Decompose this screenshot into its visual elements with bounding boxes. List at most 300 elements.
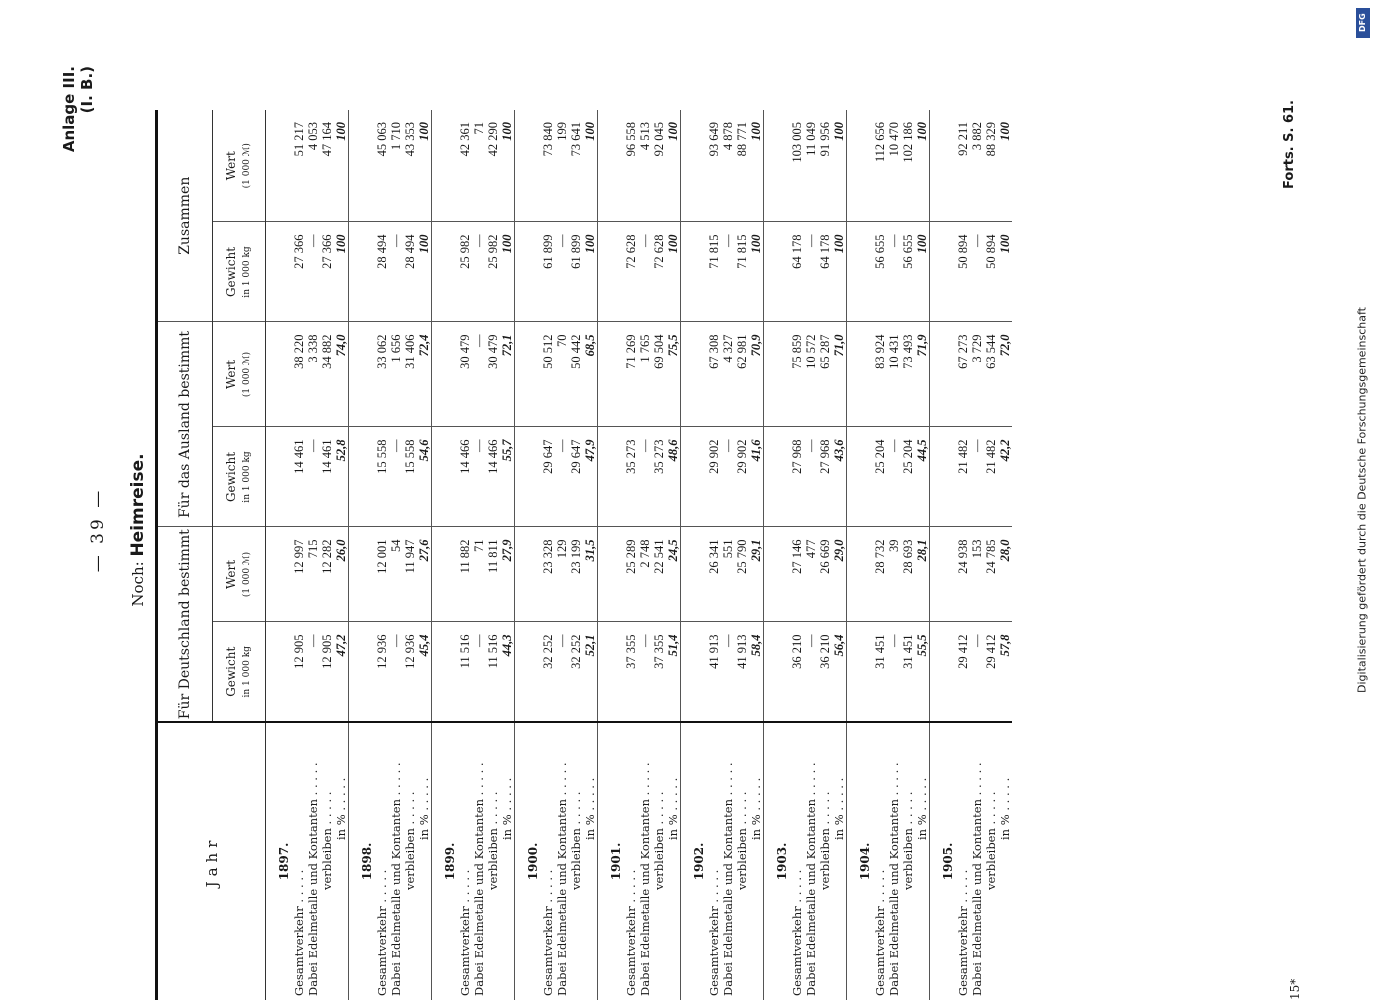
table-cell: 100 <box>998 222 1012 322</box>
table-cell: 43,6 <box>832 427 847 527</box>
row-verbleiben <box>569 110 583 1000</box>
table-cell: 10 470 <box>887 110 901 222</box>
table-cell: 28 494 <box>375 222 389 322</box>
year-label: 1897. <box>277 842 291 881</box>
table-cell: 27 968 <box>790 427 804 527</box>
row-label: Dabei Edelmetalle und Kontanten . . . . . <box>970 762 984 996</box>
heading-title: Heimreise. <box>128 453 148 557</box>
table-cell: 73 641 <box>569 110 583 222</box>
table-cell: 129 <box>555 527 569 622</box>
col-group-zusammen: Zusammen <box>157 110 213 322</box>
year-label: 1901. <box>609 842 623 881</box>
table-cell: 75 859 <box>790 322 804 427</box>
table-cell: 100 <box>832 222 847 322</box>
table-cell: 47,2 <box>334 622 349 722</box>
subhead-gewicht: Gewicht in 1 000 kg <box>213 222 266 322</box>
row-label: Dabei Edelmetalle und Kontanten . . . . . <box>389 762 403 996</box>
table-cell: 10 431 <box>887 322 901 427</box>
table-cell: 73 493 <box>901 322 915 427</box>
table-cell: 14 461 <box>292 427 306 527</box>
row-label: in % . . . . . <box>915 722 930 1000</box>
table-cell: 10 572 <box>804 322 818 427</box>
table-cell: 100 <box>583 222 598 322</box>
row-in-percent <box>749 110 764 1000</box>
table-cell: 48,6 <box>666 427 681 527</box>
table-cell: 64 178 <box>818 222 832 322</box>
row-label: Dabei Edelmetalle und Kontanten . . . . . <box>472 762 486 996</box>
dot-leader: . . . . . <box>458 869 472 907</box>
dot-leader: . . . . . <box>389 762 403 800</box>
row-gesamt <box>375 110 389 1000</box>
row-dabei <box>472 110 486 1000</box>
table-cell: 42 290 <box>486 110 500 222</box>
table-cell: 70,9 <box>749 322 764 427</box>
table-cell: 28 494 <box>403 222 417 322</box>
row-label: in % . . . . . <box>500 722 515 1000</box>
table-cell: — <box>887 622 901 722</box>
table-cell: — <box>721 622 735 722</box>
table-cell: 2 748 <box>638 527 652 622</box>
row-gesamt <box>873 110 887 1000</box>
table-cell: 91 956 <box>818 110 832 222</box>
table-cell: 199 <box>555 110 569 222</box>
table-cell: 31 406 <box>403 322 417 427</box>
table-cell: 100 <box>832 110 847 222</box>
row-dabei <box>804 110 818 1000</box>
table-cell: 50 894 <box>984 222 998 322</box>
table-cell: — <box>970 622 984 722</box>
table-cell: — <box>804 427 818 527</box>
table-cell: 74,0 <box>334 322 349 427</box>
dot-leader: . . . . . <box>790 869 804 907</box>
table-cell: 75,5 <box>666 322 681 427</box>
year-label: 1902. <box>692 842 706 881</box>
table-cell: 15 558 <box>375 427 389 527</box>
footer-signature: 15* <box>1288 978 1302 1000</box>
subhead-gewicht: Gewicht in 1 000 kg <box>213 427 266 527</box>
table-cell: 11 947 <box>403 527 417 622</box>
row-label: in % . . . . . <box>583 722 598 1000</box>
table-cell: 51,4 <box>666 622 681 722</box>
table-cell: 62 981 <box>735 322 749 427</box>
dot-leader: . . . . . <box>472 762 486 800</box>
table-cell: — <box>555 622 569 722</box>
continued-note: Forts. S. 61. <box>1282 100 1297 189</box>
table-cell: 36 210 <box>818 622 832 722</box>
table-cell: 54 <box>389 527 403 622</box>
table-cell: 71 815 <box>735 222 749 322</box>
dot-leader: . . . . . <box>818 791 832 829</box>
table-cell: 72,1 <box>500 322 515 427</box>
dot-leader: . . . . . <box>375 869 389 907</box>
table-cell: 27 366 <box>320 222 334 322</box>
dot-leader: . . . . . <box>804 762 818 800</box>
table-cell: 96 558 <box>624 110 638 222</box>
dot-leader: . . . . . <box>417 777 431 815</box>
table-cell: 45,4 <box>417 622 432 722</box>
table-cell: 38 220 <box>292 322 306 427</box>
row-label: in % . . . . . <box>749 722 764 1000</box>
dot-leader: . . . . . <box>569 791 583 829</box>
table-cell: 92 211 <box>956 110 970 222</box>
subhead-wert: Wert (1 000 ℳ) <box>213 322 266 427</box>
table-cell: 24 785 <box>984 527 998 622</box>
table-cell: 51 217 <box>292 110 306 222</box>
table-cell: 44,3 <box>500 622 515 722</box>
table-cell: 93 649 <box>707 110 721 222</box>
dot-leader: . . . . . <box>555 762 569 800</box>
table-cell: 71 815 <box>707 222 721 322</box>
row-verbleiben <box>984 110 998 1000</box>
table-cell: 26 341 <box>707 527 721 622</box>
table-cell: 83 924 <box>873 322 887 427</box>
dot-leader: . . . . . <box>638 762 652 800</box>
table-cell: 27 146 <box>790 527 804 622</box>
row-verbleiben <box>735 110 749 1000</box>
table-cell: 100 <box>998 110 1012 222</box>
table-cell: 100 <box>417 222 432 322</box>
table-cell: 31 451 <box>901 622 915 722</box>
row-gesamt <box>790 110 804 1000</box>
table-cell: 29,1 <box>749 527 764 622</box>
table-cell: 41 913 <box>707 622 721 722</box>
dot-leader: . . . . . <box>403 791 417 829</box>
table-cell: 11 049 <box>804 110 818 222</box>
row-dabei <box>721 110 735 1000</box>
table-cell: 23 328 <box>541 527 555 622</box>
table-cell: 1 656 <box>389 322 403 427</box>
row-label: Dabei Edelmetalle und Kontanten . . . . . <box>721 762 735 996</box>
dot-leader: . . . . . <box>915 777 929 815</box>
table-cell: 71 <box>472 527 486 622</box>
annex-label <box>60 66 96 152</box>
table-cell: 21 482 <box>956 427 970 527</box>
table-cell: 100 <box>749 110 764 222</box>
table-cell: 11 882 <box>458 527 472 622</box>
year-label: 1905. <box>941 842 955 881</box>
table-cell: 52,1 <box>583 622 598 722</box>
table-cell: — <box>472 427 486 527</box>
row-gesamt <box>292 110 306 1000</box>
table-cell: 3 882 <box>970 110 984 222</box>
table-cell: 58,4 <box>749 622 764 722</box>
year-label: 1899. <box>443 842 457 881</box>
subhead-wert: Wert (1 000 ℳ) <box>213 110 266 222</box>
year-label: 1898. <box>360 842 374 881</box>
table-cell: 29 412 <box>956 622 970 722</box>
row-dabei <box>887 110 901 1000</box>
table-cell: 50 894 <box>956 222 970 322</box>
table-cell: 14 466 <box>458 427 472 527</box>
table-cell: 12 936 <box>375 622 389 722</box>
table-cell: 21 482 <box>984 427 998 527</box>
row-label: Dabei Edelmetalle und Kontanten . . . . . <box>638 762 652 996</box>
table-cell: 100 <box>666 222 681 322</box>
table-cell: — <box>389 222 403 322</box>
row-label: in % . . . . . <box>666 722 681 1000</box>
row-gesamt <box>458 110 472 1000</box>
table-cell: — <box>306 222 320 322</box>
table-cell: 14 466 <box>486 427 500 527</box>
dot-leader: . . . . . <box>583 777 597 815</box>
table-cell: 29,0 <box>832 527 847 622</box>
table-cell: 39 <box>887 527 901 622</box>
table-cell: 67 273 <box>956 322 970 427</box>
dot-leader: . . . . . <box>970 762 984 800</box>
row-label: Gesamtverkehr . . . . . <box>292 869 306 996</box>
year-row <box>349 110 376 1000</box>
row-dabei <box>638 110 652 1000</box>
year-label: 1900. <box>526 842 540 881</box>
table-cell: — <box>472 622 486 722</box>
table-cell: 54,6 <box>417 427 432 527</box>
table-cell: 100 <box>500 222 515 322</box>
table-cell: 11 516 <box>458 622 472 722</box>
row-label: verbleiben . . . . . <box>486 791 500 890</box>
table-cell: 30 479 <box>458 322 472 427</box>
row-label: verbleiben . . . . . <box>984 791 998 890</box>
table-cell: 4 053 <box>306 110 320 222</box>
page-heading <box>128 60 148 1000</box>
year-row <box>930 110 957 1000</box>
dot-leader: . . . . . <box>887 762 901 800</box>
dfg-logo: DFG <box>1356 8 1370 38</box>
row-label: verbleiben . . . . . <box>320 791 334 890</box>
table-cell: 551 <box>721 527 735 622</box>
page-number: — 39 — <box>88 487 108 573</box>
table-cell: 24,5 <box>666 527 681 622</box>
row-label: verbleiben . . . . . <box>735 791 749 890</box>
table-cell: 477 <box>804 527 818 622</box>
table-cell: 25 204 <box>901 427 915 527</box>
table-cell: 28 693 <box>901 527 915 622</box>
table-cell: 72,0 <box>998 322 1012 427</box>
table-cell: 25 204 <box>873 427 887 527</box>
table-cell: 12 905 <box>292 622 306 722</box>
row-label: Dabei Edelmetalle und Kontanten . . . . . <box>804 762 818 996</box>
table-cell: 35 273 <box>624 427 638 527</box>
dot-leader: . . . . . <box>832 777 846 815</box>
row-verbleiben <box>486 110 500 1000</box>
table-cell: 14 461 <box>320 427 334 527</box>
row-label: Gesamtverkehr . . . . . <box>458 869 472 996</box>
row-dabei <box>555 110 569 1000</box>
table-cell: 50 512 <box>541 322 555 427</box>
table-cell: 1 710 <box>389 110 403 222</box>
table-cell: — <box>472 222 486 322</box>
dot-leader: . . . . . <box>707 869 721 907</box>
row-label: Dabei Edelmetalle und Kontanten . . . . . <box>887 762 901 996</box>
table-cell: 100 <box>666 110 681 222</box>
table-cell: 103 005 <box>790 110 804 222</box>
table-cell: 12 905 <box>320 622 334 722</box>
table-cell: 100 <box>583 110 598 222</box>
table-cell: 4 513 <box>638 110 652 222</box>
subhead-wert: Wert (1 000 ℳ) <box>213 527 266 622</box>
row-label: in % . . . . . <box>832 722 847 1000</box>
table-cell: — <box>555 427 569 527</box>
table-cell: — <box>306 622 320 722</box>
table-cell: 4 878 <box>721 110 735 222</box>
table-cell: — <box>804 622 818 722</box>
table-cell: 24 938 <box>956 527 970 622</box>
table-cell: — <box>970 222 984 322</box>
table-cell: 25 982 <box>486 222 500 322</box>
year-label: 1903. <box>775 842 789 881</box>
year-row <box>266 110 293 1000</box>
table-cell: 72 628 <box>652 222 666 322</box>
row-label: Gesamtverkehr . . . . . <box>624 869 638 996</box>
table-cell: 92 045 <box>652 110 666 222</box>
row-in-percent <box>500 110 515 1000</box>
table-cell: — <box>887 222 901 322</box>
table-cell: — <box>638 427 652 527</box>
table-cell: 27 366 <box>292 222 306 322</box>
table-cell: 29 902 <box>707 427 721 527</box>
table-cell: 41,6 <box>749 427 764 527</box>
row-label: verbleiben . . . . . <box>569 791 583 890</box>
row-verbleiben <box>320 110 334 1000</box>
dot-leader: . . . . . <box>624 869 638 907</box>
table-cell: 25 289 <box>624 527 638 622</box>
dot-leader: . . . . . <box>984 791 998 829</box>
row-in-percent <box>583 110 598 1000</box>
row-label: Dabei Edelmetalle und Kontanten . . . . . <box>555 762 569 996</box>
table-cell: 30 479 <box>486 322 500 427</box>
table-cell: 29 412 <box>984 622 998 722</box>
table-cell: 26 669 <box>818 527 832 622</box>
table-cell: 100 <box>334 222 349 322</box>
table-cell: 71,0 <box>832 322 847 427</box>
table-cell: 44,5 <box>915 427 930 527</box>
row-label: in % . . . . . <box>334 722 349 1000</box>
table-cell: — <box>472 322 486 427</box>
dot-leader: . . . . . <box>901 791 915 829</box>
table-cell: — <box>638 622 652 722</box>
row-label: verbleiben . . . . . <box>403 791 417 890</box>
year-row <box>764 110 791 1000</box>
statistics-table <box>155 110 1012 1000</box>
row-gesamt <box>541 110 555 1000</box>
table-cell: 112 656 <box>873 110 887 222</box>
dot-leader: . . . . . <box>541 869 555 907</box>
table-cell: 31,5 <box>583 527 598 622</box>
table-cell: 28,1 <box>915 527 930 622</box>
table-cell: 34 882 <box>320 322 334 427</box>
row-in-percent <box>334 110 349 1000</box>
table-cell: 12 001 <box>375 527 389 622</box>
row-label: Gesamtverkehr . . . . . <box>873 869 887 996</box>
table-cell: 71 269 <box>624 322 638 427</box>
dot-leader: . . . . . <box>652 791 666 829</box>
table-cell: 28,0 <box>998 527 1012 622</box>
table-cell: 100 <box>500 110 515 222</box>
table-cell: 28 732 <box>873 527 887 622</box>
table-cell: 47,9 <box>583 427 598 527</box>
table-cell: 37 355 <box>652 622 666 722</box>
table-cell: 12 936 <box>403 622 417 722</box>
table-cell: 23 199 <box>569 527 583 622</box>
table-cell: 67 308 <box>707 322 721 427</box>
table-cell: 4 327 <box>721 322 735 427</box>
row-in-percent <box>832 110 847 1000</box>
table-cell: 100 <box>334 110 349 222</box>
table-cell: 100 <box>749 222 764 322</box>
table-cell: 3 338 <box>306 322 320 427</box>
dot-leader: . . . . . <box>749 777 763 815</box>
table-cell: 11 516 <box>486 622 500 722</box>
dot-leader: . . . . . <box>320 791 334 829</box>
table-cell: 100 <box>915 110 930 222</box>
dot-leader: . . . . . <box>873 869 887 907</box>
side-note-text: Digitalisierung gefördert durch die Deutsche Forschungsgemeinschaft <box>1355 307 1369 693</box>
row-gesamt <box>956 110 970 1000</box>
table-cell: 63 544 <box>984 322 998 427</box>
row-gesamt <box>624 110 638 1000</box>
table-cell: — <box>721 222 735 322</box>
heading-prefix: Noch: <box>129 561 147 607</box>
table-cell: 27,9 <box>500 527 515 622</box>
table-cell: 33 062 <box>375 322 389 427</box>
table-cell: 29 647 <box>541 427 555 527</box>
table-cell: 71 <box>472 110 486 222</box>
annex-line-1: Anlage III. <box>60 66 78 153</box>
table-cell: — <box>970 427 984 527</box>
row-label: Gesamtverkehr . . . . . <box>707 869 721 996</box>
table-cell: 15 558 <box>403 427 417 527</box>
col-header-jahr: Jahr <box>157 722 266 1000</box>
dot-leader: . . . . . <box>735 791 749 829</box>
year-row <box>598 110 625 1000</box>
table-cell: 36 210 <box>790 622 804 722</box>
row-in-percent <box>915 110 930 1000</box>
col-group-ausland: Für das Ausland bestimmt <box>157 322 213 527</box>
table-cell: 25 982 <box>458 222 472 322</box>
table-cell: 42 361 <box>458 110 472 222</box>
table-cell: 27 968 <box>818 427 832 527</box>
dot-leader: . . . . . <box>306 762 320 800</box>
table-cell: — <box>389 622 403 722</box>
table-cell: 25 790 <box>735 527 749 622</box>
table-cell: — <box>306 427 320 527</box>
table-cell: 72 628 <box>624 222 638 322</box>
table-cell: 68,5 <box>583 322 598 427</box>
row-verbleiben <box>901 110 915 1000</box>
row-verbleiben <box>818 110 832 1000</box>
table-cell: 45 063 <box>375 110 389 222</box>
table-cell: 88 771 <box>735 110 749 222</box>
row-label: Gesamtverkehr . . . . . <box>375 869 389 996</box>
row-label: verbleiben . . . . . <box>818 791 832 890</box>
col-group-deutschland: Für Deutschland bestimmt <box>157 527 213 722</box>
table-cell: 12 282 <box>320 527 334 622</box>
table-cell: 31 451 <box>873 622 887 722</box>
row-label: in % . . . . . <box>417 722 432 1000</box>
year-row <box>681 110 708 1000</box>
table-cell: 11 811 <box>486 527 500 622</box>
table-cell: 3 729 <box>970 322 984 427</box>
row-label: Gesamtverkehr . . . . . <box>790 869 804 996</box>
table-cell: 1 765 <box>638 322 652 427</box>
table-cell: 42,2 <box>998 427 1012 527</box>
dot-leader: . . . . . <box>486 791 500 829</box>
row-in-percent <box>666 110 681 1000</box>
table-cell: 43 353 <box>403 110 417 222</box>
row-dabei <box>389 110 403 1000</box>
table-cell: — <box>804 222 818 322</box>
table-cell: 32 252 <box>569 622 583 722</box>
table-cell: 56 655 <box>873 222 887 322</box>
